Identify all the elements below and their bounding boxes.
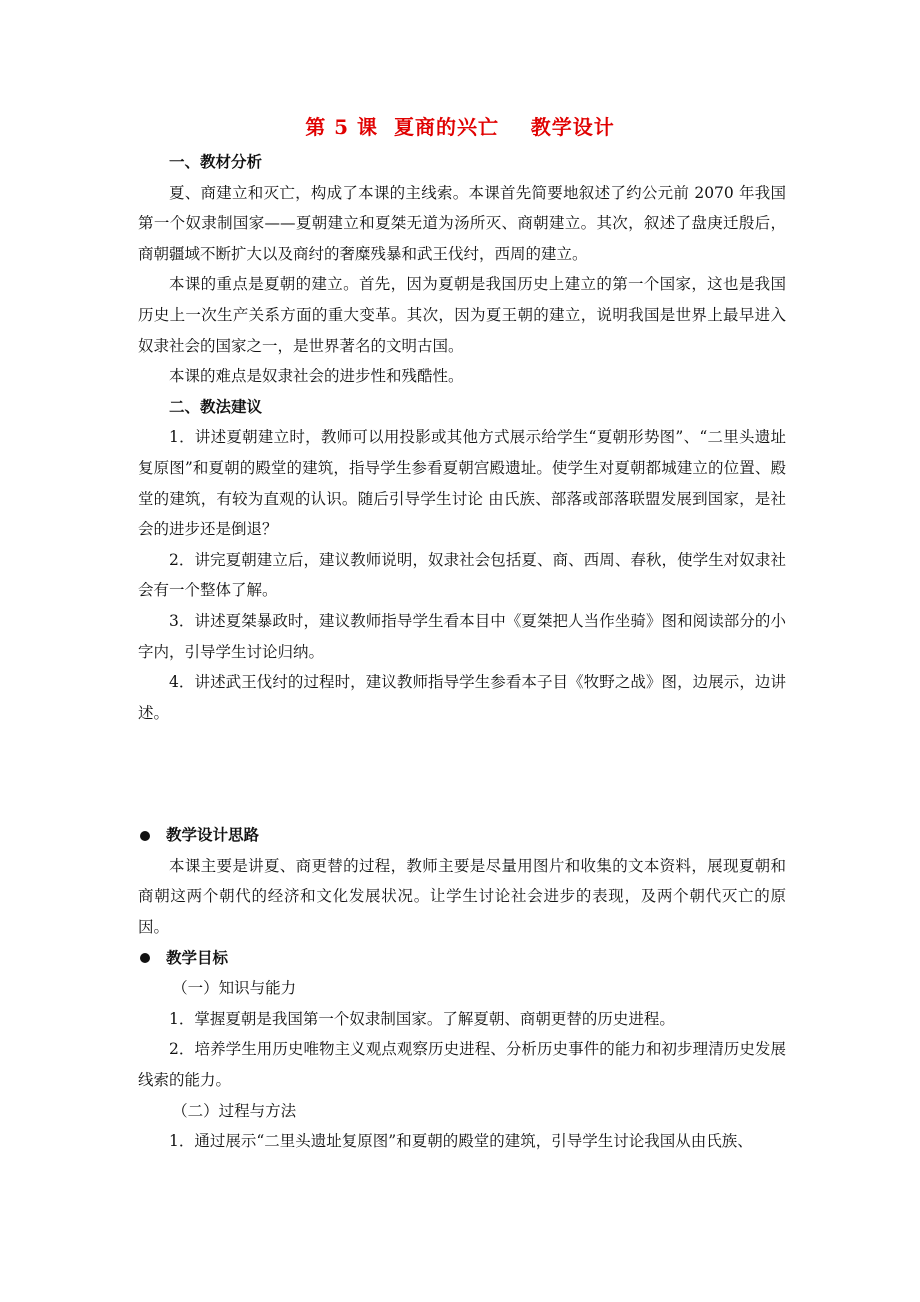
paragraph: 夏、商建立和灭亡，构成了本课的主线索。本课首先简要地叙述了约公元前 2070 年我国第一个奴隶制国家——夏朝建立和夏桀无道为汤所灭、商朝建立。其次，叙述了盘庚迁殷后，商朝疆域不断扩大以及商纣的奢糜残暴和武王伐纣，西周的建立。 — [138, 183, 786, 263]
bullet-icon — [140, 831, 150, 841]
list-item: 1．通过展示“二里头遗址复原图”和夏朝的殿堂的建筑，引导学生讨论我国从由氏族、 — [169, 1132, 753, 1151]
subheading-process-method: （二）过程与方法 — [172, 1101, 297, 1120]
list-item: 4．讲述武王伐纣的过程时，建议教师指导学生参看本子目《牧野之战》图，边展示，边讲述。 — [138, 673, 786, 722]
paragraph: 本课的重点是夏朝的建立。首先，因为夏朝是我国历史上建立的第一个国家，这也是我国历史上一次生产关系方面的重大变革。其次，因为夏王朝的建立，说明我国是世界上最早进入奴隶社会的国家之一，是世界著名的文明古国。 — [138, 275, 786, 355]
section-heading-teaching-goals — [138, 943, 786, 974]
list-item: 1．掌握夏朝是我国第一个奴隶制国家。了解夏朝、商朝更替的历史进程。 — [169, 1009, 675, 1028]
section-heading-design-idea — [138, 820, 786, 851]
section-heading-teaching-suggestions: 二、教法建议 — [169, 396, 263, 416]
blank-spacer — [138, 728, 786, 820]
page-title: 第 5 课 夏商的兴亡 教学设计 — [305, 115, 615, 139]
paragraph: 本课的难点是奴隶社会的进步性和残酷性。 — [169, 367, 464, 386]
paragraph: 本课主要是讲夏、商更替的过程，教师主要是尽量用图片和收集的文本资料，展现夏朝和商朝这两个朝代的经济和文化发展状况。让学生讨论社会进步的表现，及两个朝代灭亡的原因。 — [138, 856, 786, 937]
document-body — [138, 147, 786, 1157]
list-item: 2．培养学生用历史唯物主义观点观察历史进程、分析历史事件的能力和初步理清历史发展线索的能力。 — [138, 1040, 786, 1090]
section-heading-label: 教学设计思路 — [166, 825, 260, 845]
list-item: 1．讲述夏朝建立时，教师可以用投影或其他方式展示给学生“夏朝形势图”、“二里头遗址复原图”和夏朝的殿堂的建筑，指导学生参看夏朝宫殿遗址。使学生对夏朝都城建立的位置、殿堂的建筑，有较为直观的认识。随后引导学生讨论 由氏族、部落或部落联盟发展到国家，是社会的进步还是倒退？ — [138, 428, 786, 539]
section-heading-textbook-analysis: 一、教材分析 — [169, 152, 263, 171]
subheading-knowledge-ability: （一）知识与能力 — [172, 979, 297, 998]
section-heading-label: 教学目标 — [166, 947, 229, 967]
bullet-icon — [140, 953, 150, 963]
list-item: 2．讲完夏朝建立后，建议教师说明，奴隶社会包括夏、商、西周、春秋，使学生对奴隶社会有一个整体了解。 — [138, 550, 786, 600]
list-item: 3．讲述夏桀暴政时，建议教师指导学生看本目中《夏桀把人当作坐骑》图和阅读部分的小字内，引导学生讨论归纳。 — [138, 611, 786, 661]
